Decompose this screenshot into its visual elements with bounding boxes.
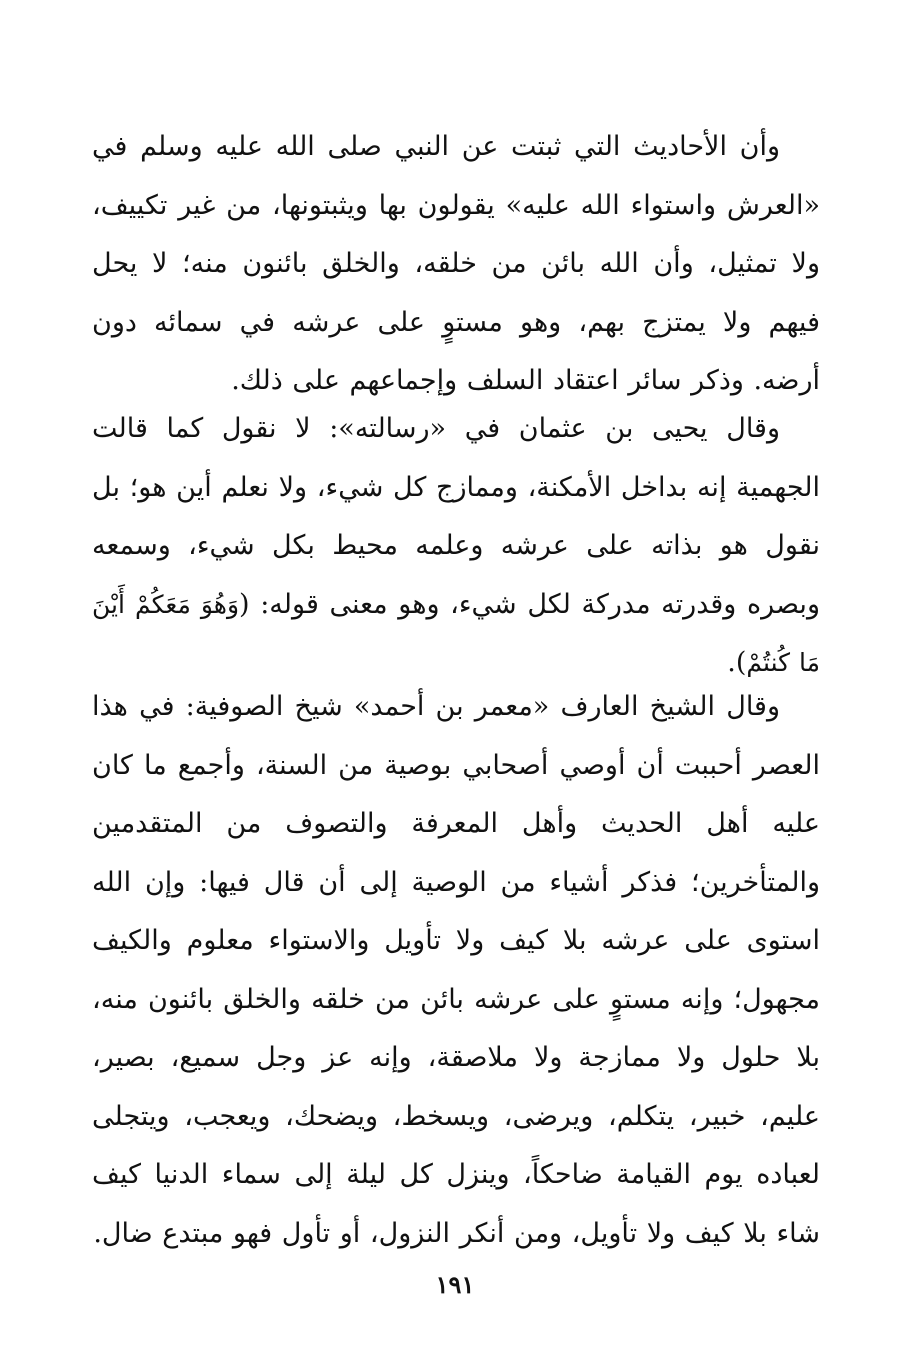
paragraph-1: [92, 118, 820, 411]
paragraph-2-text-after: ).: [727, 647, 747, 678]
paragraph-2-text-before: وقال يحيى بن عثمان في «رسالته»: لا نقول كما قالت الجهمية إنه بداخل الأمكنة، وممازج كل شيء، ولا نعلم أين هو؛ بل نقول هو بذاته على عرشه وعلمه محيط بكل شيء، وسمعه وبصره وقدرته مدركة لكل شيء، وهو معنى قوله: (: [92, 413, 820, 620]
page-number: ١٩١: [435, 1270, 475, 1299]
paragraph-2-text: [92, 400, 820, 693]
paragraph-3: [92, 678, 820, 1263]
quran-verse: وَهُوَ مَعَكُمْ أَيْنَ مَا كُنتُمْ: [92, 589, 820, 677]
paragraph-3-text: وقال الشيخ العارف «معمر بن أحمد» شيخ الصوفية: في هذا العصر أحببت أن أوصي أصحابي بوصية من السنة، وأجمع ما كان عليه أهل الحديث وأهل المعرفة والتصوف من المتقدمين والمتأخرين؛ فذكر أشياء من الوصية إلى أن قال فيها: وإن الله استوى على عرشه بلا كيف ولا تأويل والاستواء معلوم والكيف مجهول؛ وإنه مستوٍ على عرشه بائن من خلقه والخلق بائنون منه، بلا حلول ولا ممازجة ولا ملاصقة، وإنه عز وجل سميع، بصير، عليم، خبير، يتكلم، ويرضى، ويسخط، ويضحك، ويعجب، ويتجلى لعباده يوم القيامة ضاحكاً، وينزل كل ليلة إلى سماء الدنيا كيف شاء بلا كيف ولا تأويل، ومن أنكر النزول، أو تأول فهو مبتدع ضال.: [92, 691, 820, 1249]
paragraph-1-text: وأن الأحاديث التي ثبتت عن النبي صلى الله عليه وسلم في «العرش واستواء الله عليه» يقولون بها ويثبتونها، من غير تكييف، ولا تمثيل، وأن الله بائن من خلقه، والخلق بائنون منه؛ لا يحل فيهم ولا يمتزج بهم، وهو مستوٍ على عرشه في سمائه دون أرضه. وذكر سائر اعتقاد السلف وإجماعهم على ذلك.: [92, 131, 820, 396]
paragraph-2: [92, 400, 820, 693]
